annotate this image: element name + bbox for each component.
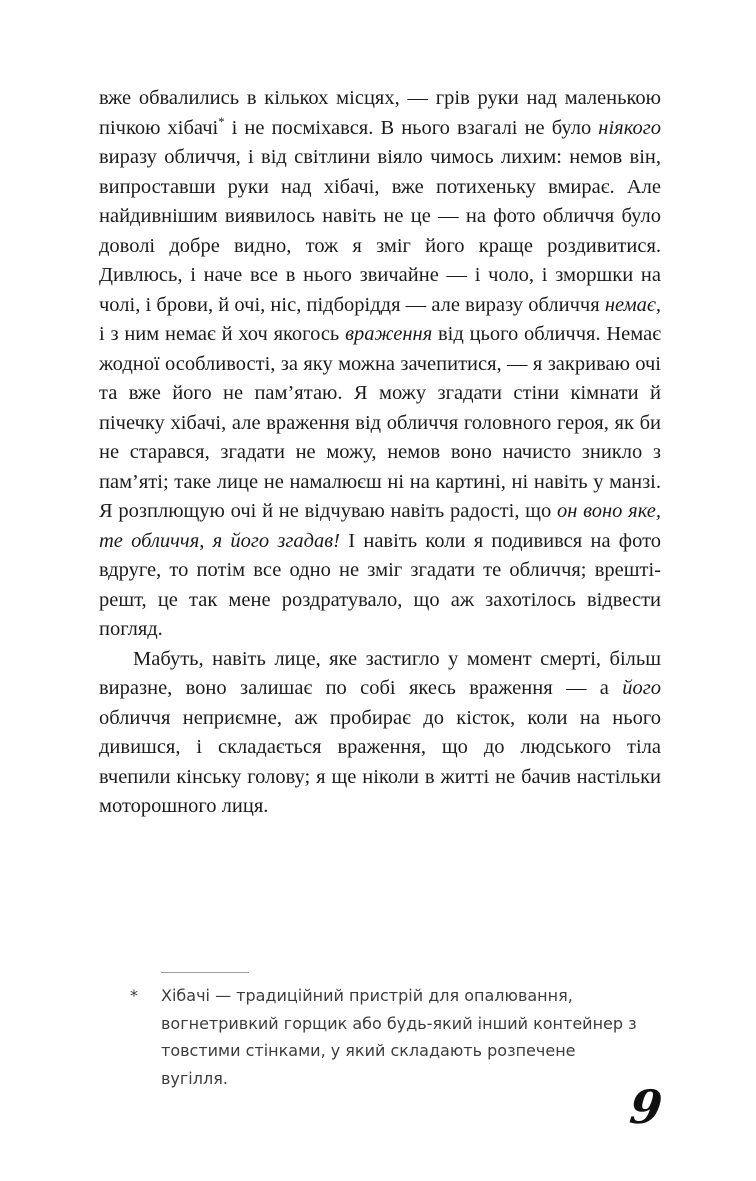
footnote-divider <box>161 972 249 973</box>
footnote-marker: * <box>130 986 138 1005</box>
page-body <box>99 84 661 822</box>
body-paragraph-1: вже обвалились в кількох місцях, — грів руки над маленькою пічкою хібачі* і не посміхався. В нього взагалі не було ніякого виразу обличчя, і від світлини віяло чимось лихим: немов він, випроставши руки над хібачі, вже потихеньку вмирає. Але найдивнішим виявилось навіть не це — на фото обличчя було доволі добре видно, тож я зміг його краще роздивитися. Дивлюсь, і наче все в нього звичайне — і чоло, і зморшки на чолі, і брови, й очі, ніс, підборіддя — але виразу обличчя немає, і з ним немає й хоч якогось враження від цього обличчя. Немає жодної особливості, за яку можна зачепитися, — я закриваю очі та вже його не пам’ятаю. Я можу згадати стіни кімнати й пічечку хібачі, але враження від обличчя головного героя, як би не старався, згадати не можу, немов воно начисто зникло з пам’яті; таке лице не намалюєш ні на картині, ні навіть у манзі. Я розплющую очі й не відчуваю навіть радості, що он воно яке, те обличчя, я його згадав! І навіть коли я подивився на фото вдруге, то потім все одно не зміг згадати те обличчя; врешті-решт, це так мене роздратувало, що аж захотілось відвести погляд. <box>99 87 662 640</box>
page-number: 9 <box>627 1080 665 1134</box>
footnote <box>130 972 646 1092</box>
footnote-row <box>130 982 646 1092</box>
body-paragraph-2: Мабуть, навіть лице, яке застигло у момент смерті, більш виразне, воно залишає по собі якесь враження — а його обличчя неприємне, аж пробирає до кісток, коли на нього дивишся, і складається враження, що до людського тіла вчепили кінську голову; я ще ніколи в житті не бачив настільки моторошного лиця. <box>99 647 661 817</box>
footnote-text: Хібачі — традиційний пристрій для опалювання, вогнетривкий горщик або будь-який інший контейнер з товстими стінками, у який складають розпечене вугілля. <box>161 986 637 1088</box>
